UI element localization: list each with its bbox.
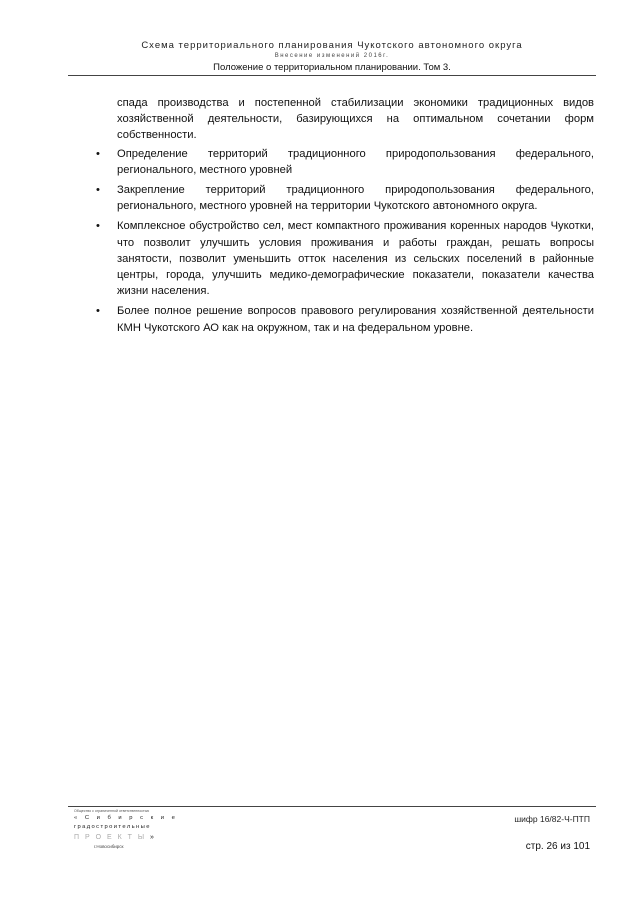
list-item	[96, 218, 594, 299]
logo-line-2: градостроительные	[74, 824, 151, 830]
logo-closing-quote: »	[150, 834, 156, 841]
header-title: Схема территориального планирования Чукотского автономного округа	[141, 40, 523, 51]
document-code: шифр 16/82-Ч-ПТП	[514, 814, 590, 824]
page-header	[68, 40, 596, 74]
company-logo	[74, 809, 194, 851]
bullet-icon: •	[96, 305, 100, 318]
bullet-icon: •	[96, 220, 100, 233]
bullet-icon: •	[96, 184, 100, 197]
list-item	[96, 182, 594, 214]
list-item-text: Комплексное обустройство сел, мест компактного проживания коренных народов Чукотки, что позволит улучшить условия проживания и работы граждан, решать вопросы занятости, позволит уменьшить отток населения из сельских поселений в районные центры, города, улучшить медико-демографические показатели, показатели качества жизни населения.	[117, 220, 594, 298]
list-item-text: Закрепление территорий традиционного природопользования федерального, регионального, местного уровней на территории Чукотского автономного округа.	[117, 184, 594, 213]
document-body	[96, 95, 594, 340]
page-number: стр. 26 из 101	[525, 841, 590, 852]
header-divider	[68, 75, 596, 76]
intro-paragraph: спада производства и постепенной стабилизации экономики традиционных видов хозяйственной деятельности, базирующихся на оптимальном сочетании форм собственности.	[117, 97, 594, 142]
footer-divider	[68, 806, 596, 807]
header-subtitle: Внесение изменений 2016г.	[274, 53, 390, 59]
list-item-text: Более полное решение вопросов правового регулирования хозяйственной деятельности КМН Чукотского АО как на окружном, так и на федеральном уровне.	[117, 305, 594, 334]
list-item	[96, 303, 594, 335]
logo-org-type: Общество с ограниченной ответственностью	[74, 809, 150, 813]
logo-city: г.Новосибирск	[94, 844, 124, 849]
bullet-icon: •	[96, 147, 100, 160]
logo-word-projects: П Р О Е К Т Ы	[74, 834, 147, 841]
list-item-text: Определение территорий традиционного природопользования федерального, регионального, местного уровней	[117, 147, 594, 176]
logo-line-1: « С и б и р с к и е	[74, 815, 178, 821]
list-item	[96, 146, 594, 178]
logo-line-3	[74, 832, 194, 843]
header-document-name: Положение о территориальном планировании. Том 3.	[213, 62, 451, 73]
